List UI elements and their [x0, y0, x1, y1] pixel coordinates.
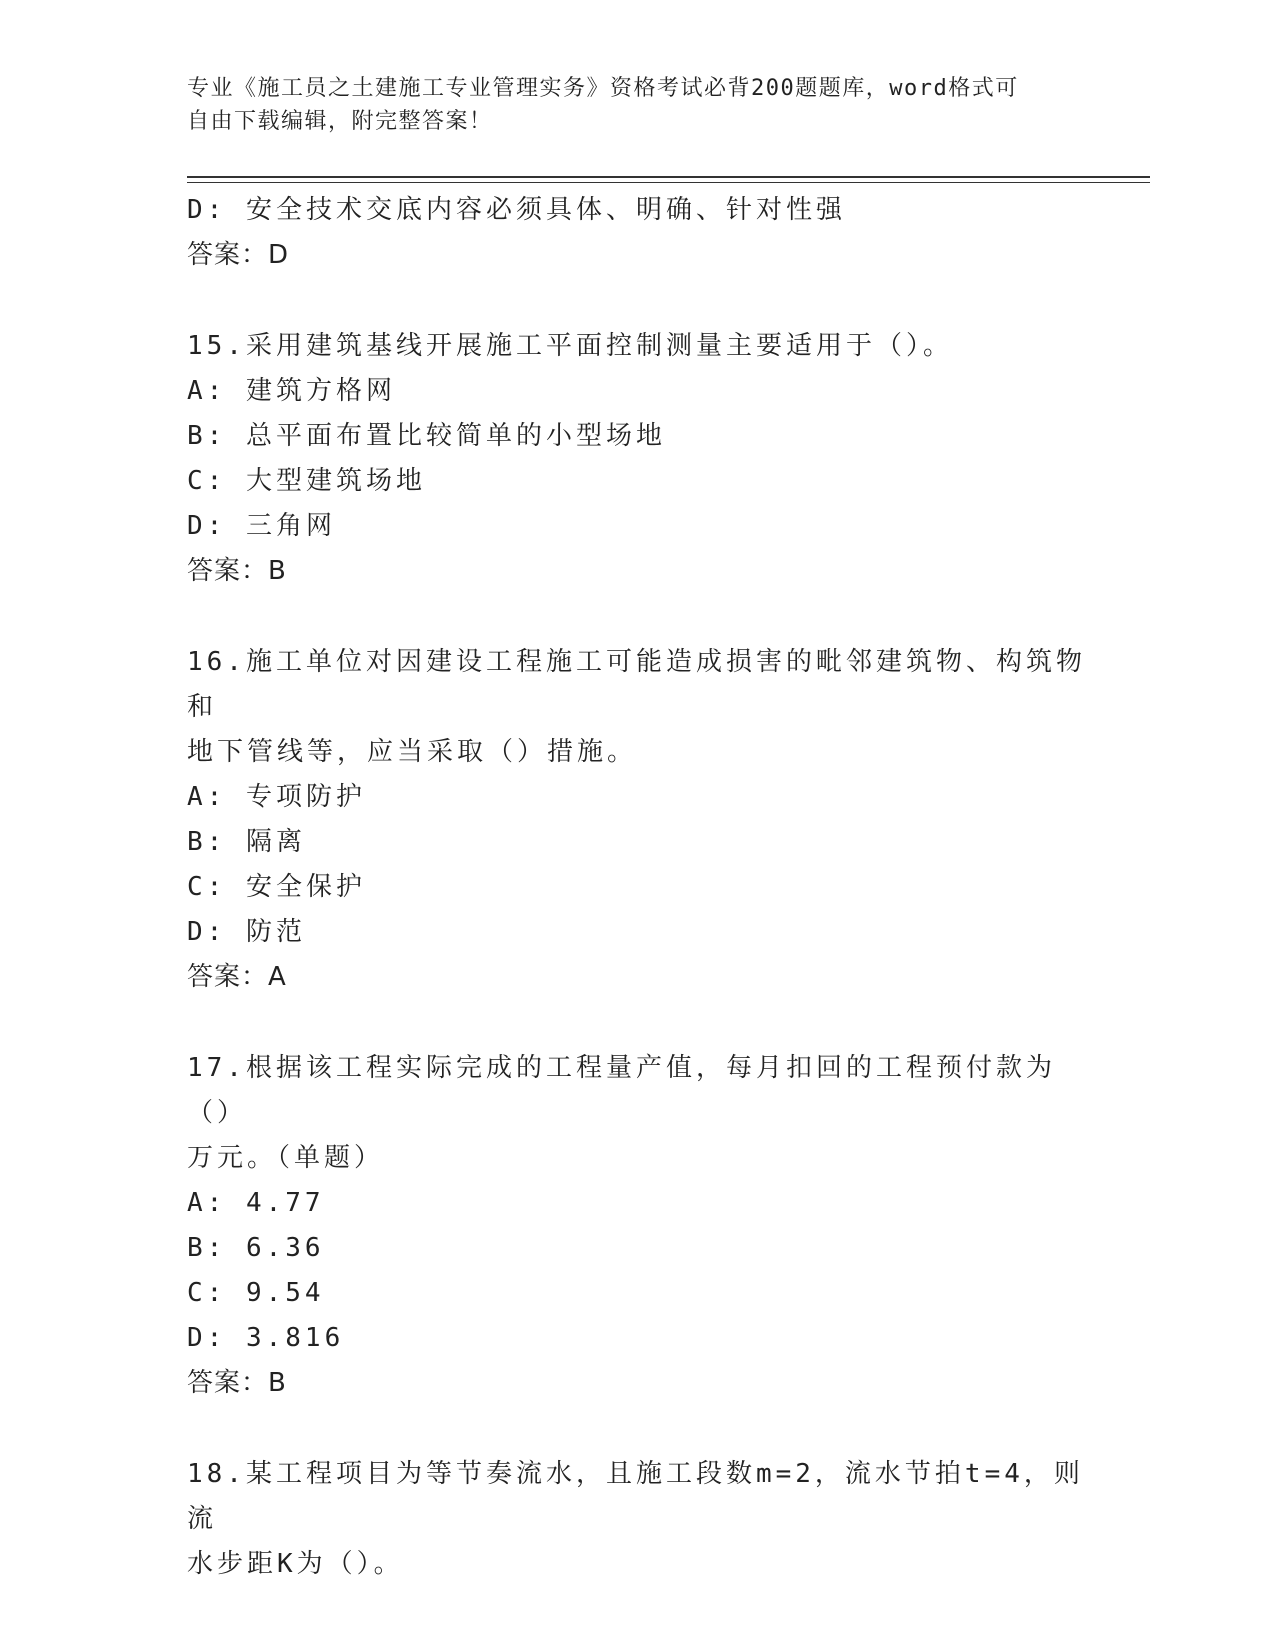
question-text-line-1: 16.施工单位对因建设工程施工可能造成损害的毗邻建筑物、构筑物和: [187, 647, 1086, 722]
question-text-line-2: 地下管线等，应当采取（）措施。: [187, 737, 638, 767]
question-16: [187, 640, 1087, 1000]
question-text: 15.采用建筑基线开展施工平面控制测量主要适用于（）。: [187, 331, 953, 361]
header-title-line-2: 自由下载编辑，附完整答案！: [187, 109, 493, 134]
question-17: [187, 1046, 1087, 1406]
option-d: D: 防范: [187, 917, 306, 947]
question-text-line-1: 18.某工程项目为等节奏流水，且施工段数m=2，流水节拍t=4，则流: [187, 1459, 1084, 1534]
option-d: D: 3.816: [187, 1323, 345, 1353]
question-text-line-1: 17.根据该工程实际完成的工程量产值，每月扣回的工程预付款为（）: [187, 1053, 1056, 1128]
option-b: B: 隔离: [187, 827, 306, 857]
page-header: [187, 72, 1067, 138]
question-18: [187, 1452, 1087, 1587]
option-a: A: 专项防护: [187, 782, 366, 812]
header-divider-thin: [187, 182, 1150, 183]
option-d: D: 三角网: [187, 511, 336, 541]
question-list: [187, 188, 1087, 1587]
option-c: C: 大型建筑场地: [187, 466, 426, 496]
question-text-line-2: 万元。（单题）: [187, 1143, 385, 1173]
previous-question-tail: [187, 188, 1087, 278]
spacer: [187, 278, 1087, 324]
option-a: A: 建筑方格网: [187, 376, 396, 406]
option-b: B: 6.36: [187, 1233, 325, 1263]
header-divider-thick: [187, 176, 1150, 178]
spacer: [187, 1406, 1087, 1452]
option-a: A: 4.77: [187, 1188, 325, 1218]
option-b: B: 总平面布置比较简单的小型场地: [187, 421, 666, 451]
question-15: [187, 324, 1087, 594]
answer-line: 答案：B: [187, 556, 287, 586]
question-text-line-2: 水步距K为（）。: [187, 1549, 404, 1579]
answer-line: 答案：D: [187, 240, 290, 270]
header-title-line-1: 专业《施工员之土建施工专业管理实务》资格考试必背200题题库，word格式可: [187, 76, 1019, 101]
answer-line: 答案：B: [187, 1368, 287, 1398]
spacer: [187, 1000, 1087, 1046]
option-c: C: 安全保护: [187, 872, 366, 902]
spacer: [187, 594, 1087, 640]
option-c: C: 9.54: [187, 1278, 325, 1308]
option-d: D: 安全技术交底内容必须具体、明确、针对性强: [187, 195, 846, 225]
answer-line: 答案：A: [187, 962, 287, 992]
